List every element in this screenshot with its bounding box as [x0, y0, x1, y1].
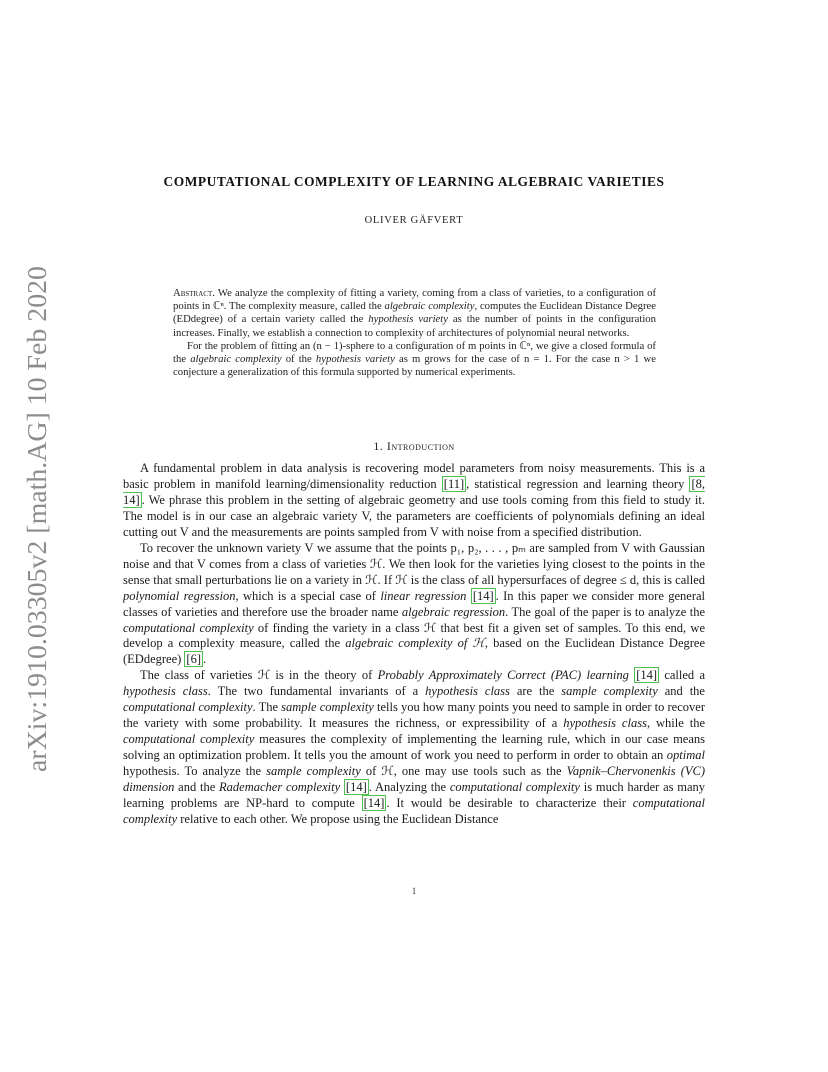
- abstract-label: Abstract.: [173, 287, 215, 299]
- page-number: 1: [411, 886, 417, 896]
- section-heading: [100, 439, 728, 454]
- abstract-paragraph-1: [173, 287, 656, 340]
- arxiv-id: arXiv:1910.03305v2 [math.AG] 10 Feb 2020: [22, 281, 52, 772]
- body-paragraph: To recover the unknown variety V we assume that the points p₁, p₂, . . . , pₘ are sampled from V with Gaussian noise and that V comes from a class of varieties ℋ. We then look for the varieties lying closest to the points in the sense that small perturbations lie on a variety in ℋ. If ℋ is the class of all hypersurfaces of degree ≤ d, this is called polynomial regression, which is a special case of linear regression [14] . In this paper we consider more general classes of varieties and therefore use the broader name algebraic regression. The goal of the paper is to analyze the computational complexity of finding the variety in a class ℋ that best fit a given set of samples. To this end, we develop a complexity measure, called the algebraic complexity of ℋ, based on the Euclidean Distance Degree (EDdegree) [6] .: [123, 540, 706, 667]
- arxiv-stamp: [0, 0, 60, 1072]
- body-paragraph: The class of varieties ℋ is in the theory of Probably Approximately Correct (PAC) learning [14] called a hypothesis class. The two fundamental invariants of a hypothesis class are the sample complexity and the computational complexity. The sample complexity tells you how many points you need to sample in order to recover the variety with some probability. It measures the richness, or expressibility of a hypothesis class, while the computational complexity measures the complexity of implementing the learning rule, which in our case means solving an optimization problem. It tells you the amount of work you need to perform in order to obtain an optimal hypothesis. To analyze the sample complexity of ℋ, one may use tools such as the Vapnik–Chervonenkis (VC) dimension and the Rademacher complexity [14] . Analyzing the computational complexity is much harder as many learning problems are NP-hard to compute [14] . It would be desirable to characterize their computational complexity relative to each other. We propose using the Euclidean Distance: [123, 668, 706, 826]
- body-paragraph: A fundamental problem in data analysis is recovering model parameters from noisy measurements. This is a basic problem in manifold learning/dimensionality reduction [11] , statistical regression and learning theory [8, 14] . We phrase this problem in the setting of algebraic geometry and use tools coming from this field to study it. The model is in our case an algebraic variety V, the parameters are coefficients of polynomials defining an ideal cutting out V and the measurements are points sampled from V with noise from a specified distribution.: [123, 461, 705, 539]
- abstract-paragraph-2: For the problem of fitting an (n − 1)-sphere to a configuration of m points in ℂⁿ, we give a closed formula of the algebraic complexity of the hypothesis variety as m grows for the case of n = 1. For the case n > 1 we conjecture a generalization of this formula supported by numerical experiments.: [173, 339, 656, 379]
- paper-title: COMPUTATIONAL COMPLEXITY OF LEARNING ALGEBRAIC VARIETIES: [163, 174, 665, 189]
- arxiv-stamp-svg: [0, 0, 60, 1072]
- author-name: OLIVER GÄFVERT: [364, 215, 464, 226]
- section-title: Introduction: [386, 439, 455, 453]
- body-text: [123, 461, 705, 828]
- section-number: 1.: [373, 439, 384, 453]
- abstract-text-1: We analyze the complexity of fitting a variety, coming from a class of varieties, to a configuration of points in ℂⁿ. The complexity measure, called the algebraic complexity, computes the Euclidean Distance Degree (EDdegree) of a certain variety called the hypothesis variety as the number of points in the configuration increases. Finally, we establish a connection to complexity of architectures of polynomial neural networks.: [173, 287, 657, 339]
- abstract: [173, 287, 656, 379]
